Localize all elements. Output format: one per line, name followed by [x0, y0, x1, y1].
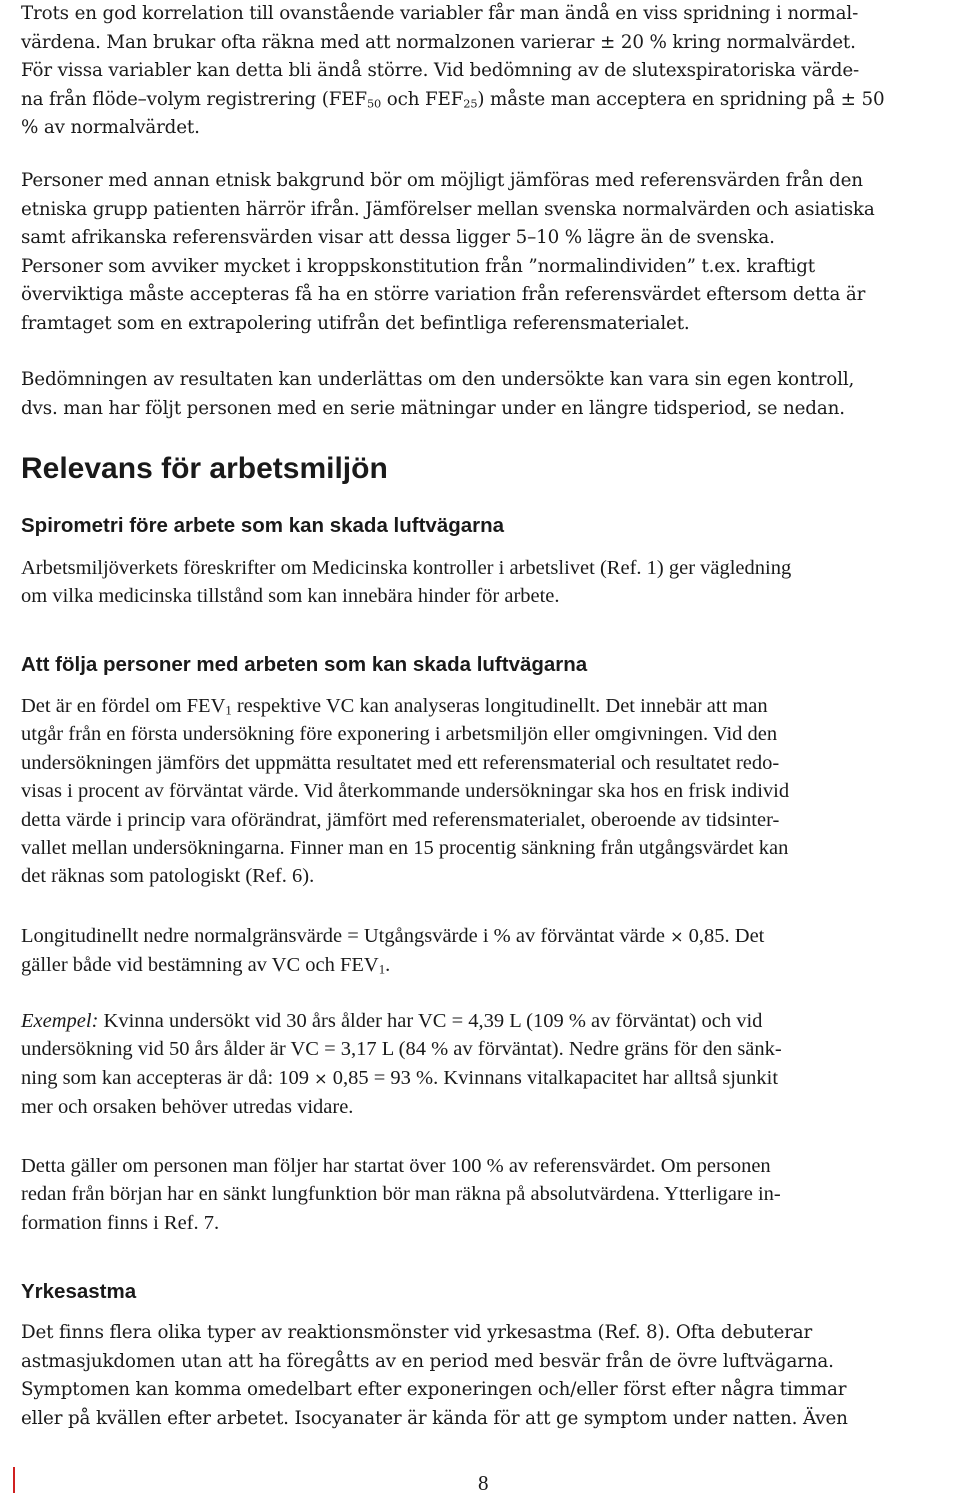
text-line: utgår från en första undersökning före exponering i arbetsmiljön eller omgivningen. Vid den	[21, 723, 778, 746]
multiply-sign: ×	[670, 927, 684, 946]
paragraph-nedre-normalgrans	[21, 922, 956, 980]
text-line: astmasjukdomen utan att ha föregåtts av en period med besvär från de övre luftvägarna.	[21, 1350, 834, 1372]
paragraph-exempel	[21, 1007, 956, 1122]
text-line: överviktiga måste accepteras få ha en större variation från referensvärdet eftersom detta är	[21, 284, 866, 306]
text-line: Personer med annan etnisk bakgrund bör om möjligt jämföras med referensvärden från den	[21, 170, 863, 191]
paragraph-startat-over-100	[21, 1152, 956, 1237]
text-line: % av normalvärdet.	[21, 117, 200, 139]
text-line: samt afrikanska referensvärden visar att dessa ligger 5–10 % lägre än de svenska.	[21, 227, 775, 249]
text-line: undersökning vid 50 års ålder är VC = 3,17 L (84 % av förväntat). Nedre gräns för den sänk-	[21, 1038, 782, 1061]
text-line: detta värde i princip vara oförändrat, jämfört med referensmaterialet, oberoende av tidsinter-	[21, 808, 780, 831]
text-line: Trots en god korrelation till ovanstående variabler får man ändå en viss spridning i normal-	[21, 3, 859, 24]
paragraph-own-control	[21, 366, 956, 423]
section-heading-relevans: Relevans för arbetsmiljön	[21, 452, 388, 485]
text-line: na från flöde–volym registrering ($FEF_{50}$ och $FEF_{25}$) måste man acceptera en spridning på ± 50	[21, 88, 885, 111]
text-line: om vilka medicinska tillstånd som kan innebära hinder för arbete.	[21, 585, 560, 608]
text-line: det räknas som patologiskt (Ref. 6).	[21, 865, 315, 888]
text-line: undersökningen jämförs det uppmätta resultatet med ett referensmaterial och resultatet redo-	[21, 751, 780, 774]
change-bar-marker	[13, 1467, 15, 1493]
subheading-spirometri-fore-arbete: Spirometri före arbete som kan skada luftvägarna	[21, 514, 505, 537]
text-line: dvs. man har följt personen med en serie mätningar under en längre tidsperiod, se nedan.	[21, 397, 845, 419]
text-line: Exempel: Kvinna undersökt vid 30 års ålder har VC = 4,39 L (109 % av förväntat) och vid	[21, 1010, 763, 1032]
paragraph-normal-spread	[21, 0, 956, 143]
page-number: 8	[478, 1471, 489, 1495]
paragraph-longitudinell-analys	[21, 692, 956, 891]
text-line: Det finns flera olika typer av reaktionsmönster vid yrkesastma (Ref. 8). Ofta debuterar	[21, 1322, 813, 1343]
text-line: etniska grupp patienten härrör ifrån. Jämförelser mellan svenska normalvärden och asiatiska	[21, 198, 875, 220]
paragraph-ethnic-background	[21, 167, 956, 339]
subheading-folja-personer: Att följa personer med arbeten som kan skada luftvägarna	[21, 653, 588, 676]
text-line: framtaget som en extrapolering utifrån det befintliga referensmaterialet.	[21, 312, 690, 334]
text-line: redan från början har en sänkt lungfunktion bör man räkna på absolutvärdena. Ytterligare in-	[21, 1183, 781, 1206]
paragraph-arbetsmiljoverket	[21, 554, 956, 611]
text-line: mer och orsaken behöver utredas vidare.	[21, 1096, 354, 1119]
text-line: Detta gäller om personen man följer har startat över 100 % av referensvärdet. Om personen	[21, 1155, 771, 1177]
text-line: formation finns i Ref. 7.	[21, 1211, 220, 1234]
example-label: Exempel:	[21, 1010, 99, 1032]
text-line: Det är en fördel om $FEV_1$ respektive VC kan analyseras longitudinellt. Det innebär att man	[21, 695, 768, 718]
text-line: vallet mellan undersökningarna. Finner man en 15 procentig sänkning från utgångsvärdet kan	[21, 837, 789, 860]
text-line: Personer som avviker mycket i kroppskonstitution från ”normalindividen” t.ex. kraftigt	[21, 255, 815, 277]
text-line: Bedömningen av resultaten kan underlättas om den undersökte kan vara sin egen kontroll,	[21, 369, 855, 390]
paragraph-yrkesastma	[21, 1319, 956, 1433]
text-line: visas i procent av förväntat värde. Vid återkommande undersökningar ska hos en frisk individ	[21, 780, 790, 803]
text-line: Longitudinellt nedre normalgränsvärde = Utgångsvärde i % av förväntat värde × 0,85. Det	[21, 925, 765, 947]
text-line: värdena. Man brukar ofta räkna med att normalzonen varierar ± 20 % kring normalvärdet.	[21, 31, 856, 53]
subheading-yrkesastma: Yrkesastma	[21, 1280, 137, 1303]
text-line: gäller både vid bestämning av VC och $FEV_1$.	[21, 954, 391, 977]
text-line: ning som kan accepteras är då: 109 × 0,85 = 93 %. Kvinnans vitalkapacitet har alltså sjunkit	[21, 1066, 779, 1089]
text-line: För vissa variabler kan detta bli ändå större. Vid bedömning av de slutexspiratoriska värde-	[21, 60, 860, 82]
text-line: Symptomen kan komma omedelbart efter exponeringen och/eller först efter några timmar	[21, 1379, 847, 1401]
text-line: Arbetsmiljöverkets föreskrifter om Medicinska kontroller i arbetslivet (Ref. 1) ger vägledning	[21, 557, 792, 579]
text-line: eller på kvällen efter arbetet. Isocyanater är kända för att ge symptom under natten. Även	[21, 1407, 848, 1429]
multiply-sign: ×	[314, 1068, 328, 1088]
